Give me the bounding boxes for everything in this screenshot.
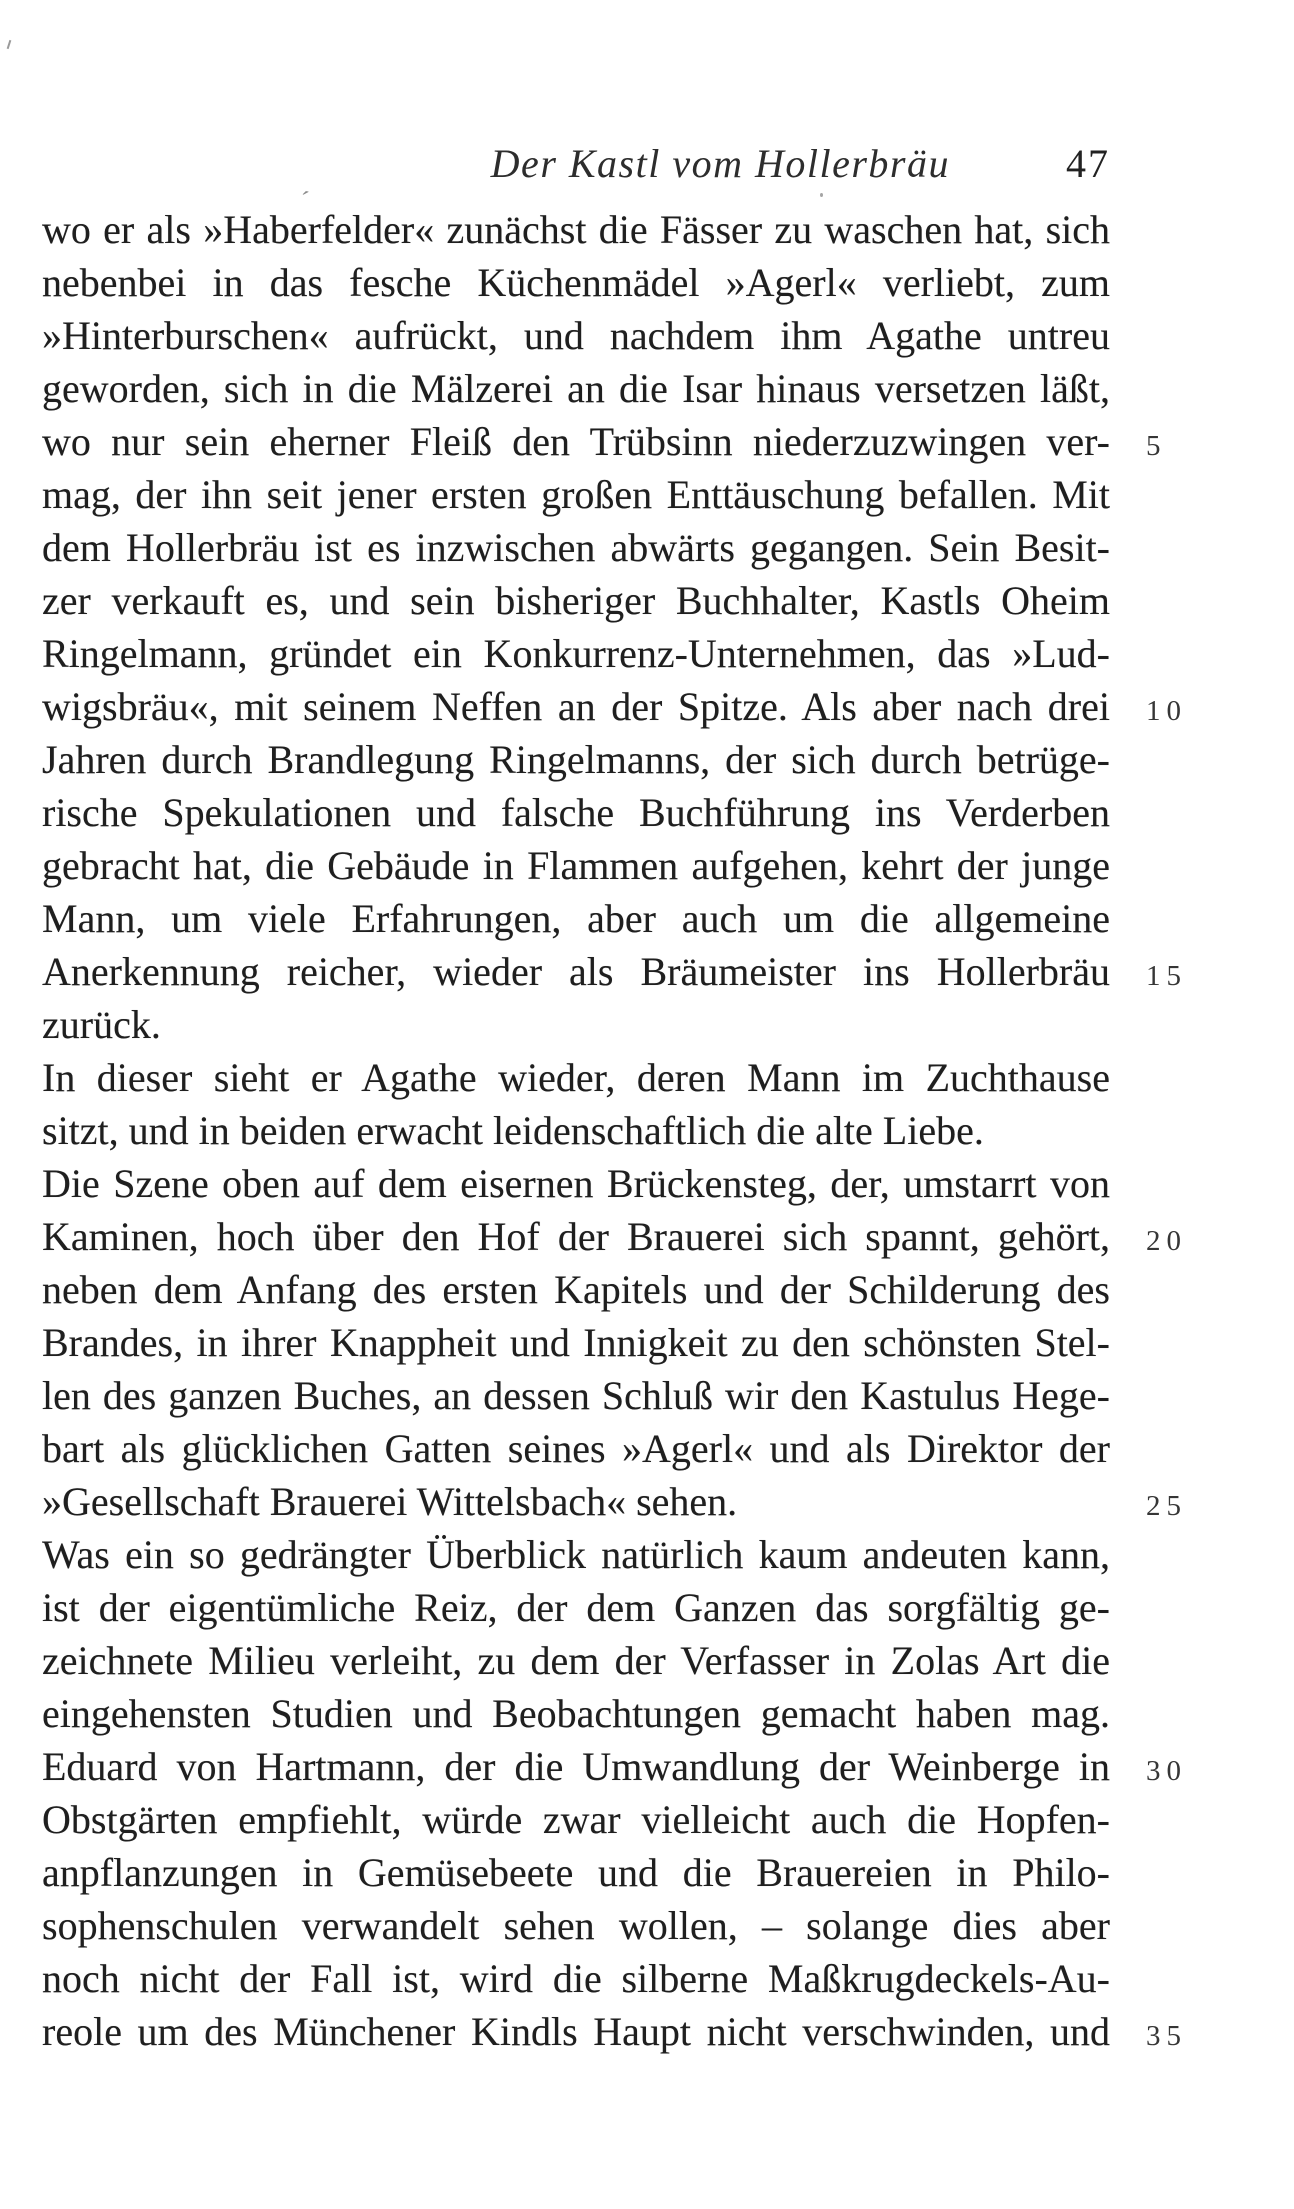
text-line: dem Hollerbräu ist es inzwischen abwärts gegangen. Sein Besit-: [42, 525, 1110, 570]
text-line: nebenbei in das fesche Küchenmädel »Agerl« verliebt, zum: [42, 260, 1110, 305]
text-line-row: [42, 203, 1282, 256]
text-line-row: [42, 574, 1282, 627]
text-line-row: [42, 945, 1282, 998]
text-line: noch nicht der Fall ist, wird die silberne Maßkrugdeckels-Au-: [42, 1956, 1110, 2001]
text-block: [42, 203, 1282, 2058]
text-line-row: [42, 1422, 1282, 1475]
text-line-row: [42, 1846, 1282, 1899]
text-line-row: [42, 362, 1282, 415]
text-line-row: [42, 1104, 1282, 1157]
text-line: zer verkauft es, und sein bisheriger Buchhalter, Kastls Oheim: [42, 578, 1110, 623]
text-line: Mann, um viele Erfahrungen, aber auch um die allgemeine: [42, 896, 1110, 941]
text-line: »Hinterburschen« aufrückt, und nachdem ihm Agathe untreu: [42, 313, 1110, 358]
text-line: gebracht hat, die Gebäude in Flammen aufgehen, kehrt der junge: [42, 843, 1110, 888]
text-line: anpflanzungen in Gemüsebeete und die Brauereien in Philo-: [42, 1850, 1110, 1895]
scan-artifact: [820, 193, 823, 197]
text-line-row: [42, 256, 1282, 309]
page-header: [42, 140, 1110, 187]
text-line: »Gesellschaft Brauerei Wittelsbach« sehen.: [42, 1479, 738, 1524]
text-line-row: [42, 309, 1282, 362]
text-line-row: [42, 892, 1282, 945]
text-line: zurück.: [42, 1002, 161, 1047]
text-line-row: [42, 1157, 1282, 1210]
text-line-row: [42, 786, 1282, 839]
text-line-row: [42, 2005, 1282, 2058]
text-line: sitzt, und in beiden erwacht leidenschaftlich die alte Liebe.: [42, 1108, 984, 1153]
text-line-row: [42, 1581, 1282, 1634]
text-line: rische Spekulationen und falsche Buchführung ins Verderben: [42, 790, 1110, 835]
text-line-row: [42, 1316, 1282, 1369]
text-line: neben dem Anfang des ersten Kapitels und der Schilderung des: [42, 1267, 1110, 1312]
margin-line-number: 30: [1146, 1755, 1187, 1787]
text-line: Was ein so gedrängter Überblick natürlich kaum andeuten kann,: [42, 1532, 1110, 1577]
text-line-row: [42, 839, 1282, 892]
text-line: len des ganzen Buches, an dessen Schluß wir den Kastulus Hege-: [42, 1373, 1110, 1418]
text-line-row: [42, 415, 1282, 468]
text-line: Anerkennung reicher, wieder als Bräumeister ins Hollerbräu: [42, 949, 1110, 994]
text-line: reole um des Münchener Kindls Haupt nicht verschwinden, und: [42, 2009, 1110, 2054]
text-line-row: [42, 1051, 1282, 1104]
scan-artifact: [7, 40, 12, 49]
text-line-row: [42, 998, 1282, 1051]
text-line-row: [42, 1687, 1282, 1740]
text-line-row: [42, 1263, 1282, 1316]
text-line-row: [42, 1952, 1282, 2005]
scan-artifact: ´: [298, 185, 311, 216]
margin-line-number: 20: [1146, 1225, 1187, 1257]
text-line: wo er als »Haberfelder« zunächst die Fässer zu waschen hat, sich: [42, 207, 1110, 252]
text-line: geworden, sich in die Mälzerei an die Isar hinaus versetzen läßt,: [42, 366, 1110, 411]
text-line: Ringelmann, gründet ein Konkurrenz-Unternehmen, das »Lud-: [42, 631, 1110, 676]
page-number: 47: [1066, 141, 1110, 186]
text-line-row: [42, 1634, 1282, 1687]
text-line: wo nur sein eherner Fleiß den Trübsinn niederzuzwingen ver-: [42, 419, 1110, 464]
text-line-row: [42, 1475, 1282, 1528]
text-line-row: [42, 1740, 1282, 1793]
text-line: Kaminen, hoch über den Hof der Brauerei sich spannt, gehört,: [42, 1214, 1110, 1259]
text-line: Jahren durch Brandlegung Ringelmanns, der sich durch betrüge-: [42, 737, 1110, 782]
margin-line-number: 25: [1146, 1490, 1187, 1522]
text-line-row: [42, 1210, 1282, 1263]
text-line: Obstgärten empfiehlt, würde zwar vielleicht auch die Hopfen-: [42, 1797, 1110, 1842]
text-line: sophenschulen verwandelt sehen wollen, – solange dies aber: [42, 1903, 1110, 1948]
text-line: Die Szene oben auf dem eisernen Brückensteg, der, umstarrt von: [42, 1161, 1110, 1206]
text-line: In dieser sieht er Agathe wieder, deren Mann im Zuchthause: [42, 1055, 1110, 1100]
text-line: Brandes, in ihrer Knappheit und Innigkeit zu den schönsten Stel-: [42, 1320, 1110, 1365]
text-line-row: [42, 468, 1282, 521]
text-line: bart als glücklichen Gatten seines »Agerl« und als Direktor der: [42, 1426, 1110, 1471]
text-line-row: [42, 521, 1282, 574]
text-line-row: [42, 1793, 1282, 1846]
margin-line-number: 10: [1146, 695, 1187, 727]
text-line: zeichnete Milieu verleiht, zu dem der Verfasser in Zolas Art die: [42, 1638, 1110, 1683]
running-title: Der Kastl vom Hollerbräu: [490, 141, 950, 186]
text-line: mag, der ihn seit jener ersten großen Enttäuschung befallen. Mit: [42, 472, 1110, 517]
text-line-row: [42, 1369, 1282, 1422]
text-line-row: [42, 627, 1282, 680]
text-line: Eduard von Hartmann, der die Umwandlung der Weinberge in: [42, 1744, 1110, 1789]
text-line-row: [42, 1528, 1282, 1581]
text-line: eingehensten Studien und Beobachtungen gemacht haben mag.: [42, 1691, 1110, 1736]
text-line-row: [42, 1899, 1282, 1952]
text-line: wigsbräu«, mit seinem Neffen an der Spitze. Als aber nach drei: [42, 684, 1110, 729]
margin-line-number: 35: [1146, 2020, 1187, 2052]
text-line-row: [42, 680, 1282, 733]
margin-line-number: 5: [1146, 430, 1167, 462]
margin-line-number: 15: [1146, 960, 1187, 992]
text-line-row: [42, 733, 1282, 786]
text-line: ist der eigentümliche Reiz, der dem Ganzen das sorgfältig ge-: [42, 1585, 1110, 1630]
